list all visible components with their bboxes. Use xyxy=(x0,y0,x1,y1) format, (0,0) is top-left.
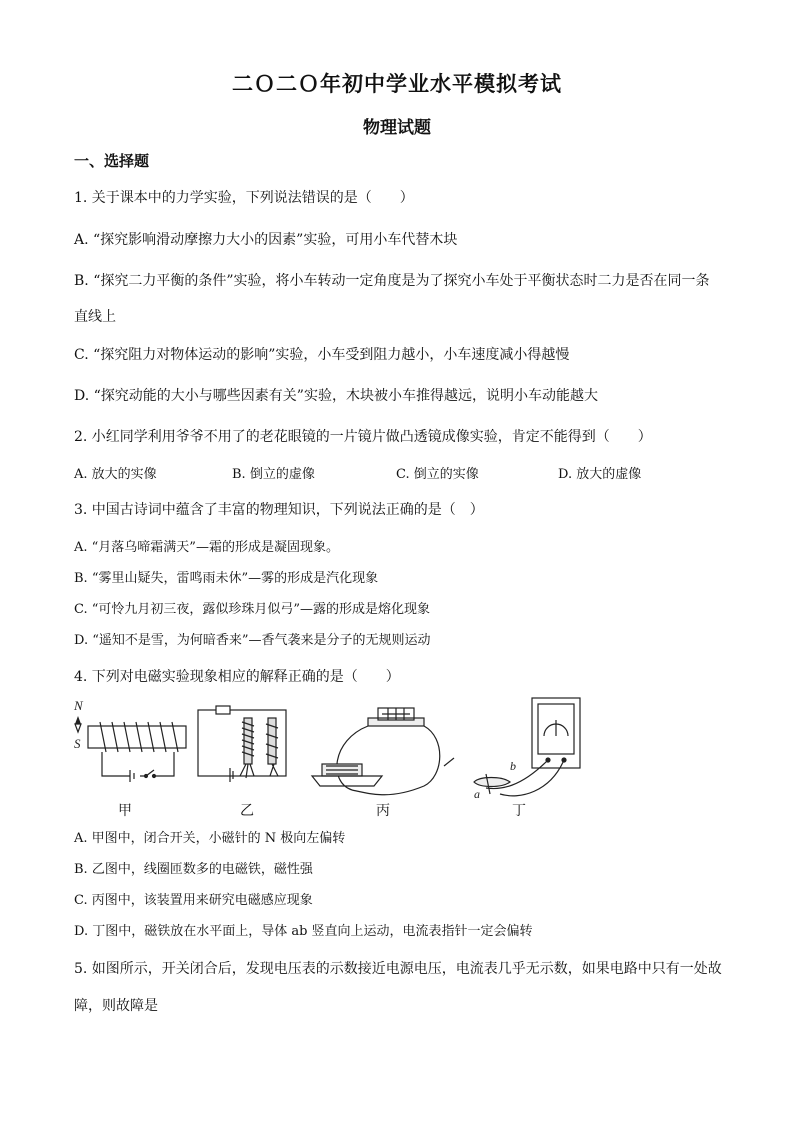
conductor-a-label: a xyxy=(474,787,480,801)
q3-option-b: B. “雾里山疑失，雷鸣雨未休”—雾的形成是汽化现象 xyxy=(74,571,379,586)
figure-label-bing: 丙 xyxy=(376,803,390,819)
q1-option-b: B. “探究二力平衡的条件”实验，将小车转动一定角度是为了探究小车处于平衡状态时二力是否在同一条 xyxy=(74,273,710,289)
figure-bing-apparatus xyxy=(312,708,454,795)
q4-option-d: D. 丁图中，磁铁放在水平面上，导体 ab 竖直向上运动，电流表指针一定会偏转 xyxy=(74,924,533,939)
q4-option-b: B. 乙图中，线圈匝数多的电磁铁，磁性强 xyxy=(74,862,313,877)
q2-stem: 2. 小红同学利用爷爷不用了的老花眼镜的一片镜片做凸透镜成像实验，肯定不能得到（ ） xyxy=(74,429,652,445)
q5-stem-cont: 障，则故障是 xyxy=(74,998,158,1014)
q3-option-a: A. “月落乌啼霜满天”—霜的形成是凝固现象。 xyxy=(74,540,339,555)
figure-jia-solenoid xyxy=(73,698,186,782)
figure-label-jia: 甲 xyxy=(118,803,132,819)
q3-option-c: C. “可怜九月初三夜，露似珍珠月似弓”—露的形成是熔化现象 xyxy=(74,602,431,617)
q1-option-b-cont: 直线上 xyxy=(74,309,116,325)
q3-option-d: D. “遥知不是雪，为何暗香来”—香气袭来是分子的无规则运动 xyxy=(74,633,431,648)
q4-stem: 4. 下列对电磁实验现象相应的解释正确的是（ ） xyxy=(74,669,400,685)
figure-yi-electromagnets xyxy=(198,706,286,806)
figure-label-ding: 丁 xyxy=(512,803,526,819)
q2-option-c: C. 倒立的实像 xyxy=(396,467,479,482)
q4-option-a: A. 甲图中，闭合开关，小磁针的 N 极向左偏转 xyxy=(74,831,346,846)
q1-option-a: A. “探究影响滑动摩擦力大小的因素”实验，可用小车代替木块 xyxy=(74,232,458,248)
figure-ding-galvanometer xyxy=(474,698,580,801)
q1-option-d: D. “探究动能的大小与哪些因素有关”实验，木块被小车推得越远，说明小车动能越大 xyxy=(74,388,598,404)
section-heading: 一、选择题 xyxy=(74,152,150,170)
q1-stem: 1. 关于课本中的力学实验，下列说法错误的是（ ） xyxy=(74,190,414,206)
s-pole-label: S xyxy=(74,736,81,751)
exam-subtitle: 物理试题 xyxy=(363,118,431,138)
figure-label-yi: 乙 xyxy=(240,803,254,819)
q2-option-a: A. 放大的实像 xyxy=(74,467,157,482)
q5-stem: 5. 如图所示，开关闭合后，发现电压表的示数接近电源电压，电流表几乎无示数，如果电路中只有一处故 xyxy=(74,961,722,977)
conductor-b-label: b xyxy=(510,759,516,773)
q2-option-b: B. 倒立的虚像 xyxy=(232,467,315,482)
q2-option-d: D. 放大的虚像 xyxy=(558,467,642,482)
exam-title: 二Ｏ二Ｏ年初中学业水平模拟考试 xyxy=(232,71,562,96)
q4-option-c: C. 丙图中，该装置用来研究电磁感应现象 xyxy=(74,893,313,908)
n-pole-label: N xyxy=(74,698,83,713)
q3-stem: 3. 中国古诗词中蕴含了丰富的物理知识，下列说法正确的是（ ） xyxy=(74,502,484,518)
q1-option-c: C. “探究阻力对物体运动的影响”实验，小车受到阻力越小，小车速度减小得越慢 xyxy=(74,347,570,363)
